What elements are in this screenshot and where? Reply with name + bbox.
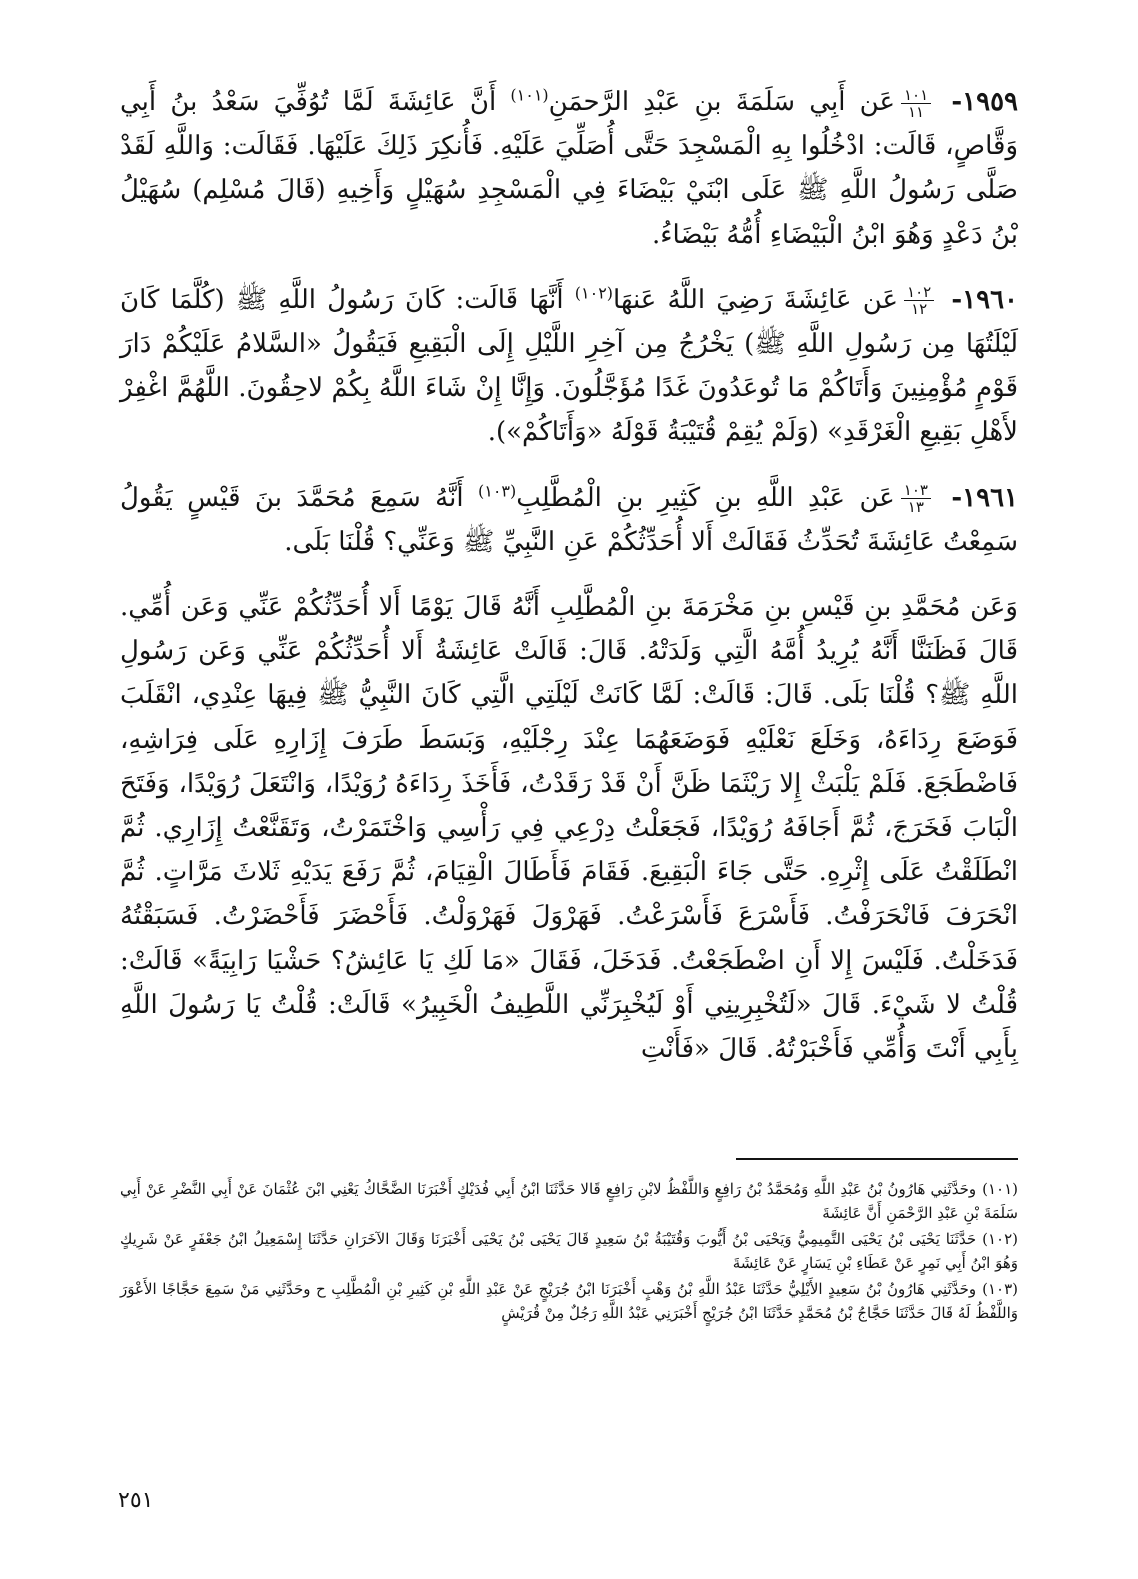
footnote-label: (١٠٣) xyxy=(982,1280,1018,1298)
footnote-label: (١٠١) xyxy=(982,1180,1018,1198)
footnote-101 xyxy=(120,1178,1018,1225)
hadith-1959 xyxy=(120,80,1018,257)
hadith-1961-continuation: وَعَن مُحَمَّدِ بنِ قَيْسِ بنِ مَخْرَمَةَ بنِ الْمُطَّلِبِ أَنَّهُ قَالَ يَوْمًا أَلا أُحَدِّثُكُمْ عَنِّي وَعَن أُمِّي. قَالَ فَظَنَنَّا أَنَّهُ يُرِيدُ أُمَّهُ الَّتِي وَلَدَتْهُ. قَالَ: قَالَتْ عَائِشَةُ أَلا أُحَدِّثُكُمْ عَنِّي وَعَن رَسُولِ اللَّهِ ﷺ؟ قُلْنَا بَلَى. قَالَ: قَالَتْ: لَمَّا كَانَتْ لَيْلَتِي الَّتِي كَانَ النَّبِيُّ ﷺ فِيهَا عِنْدِي، انْقَلَبَ فَوَضَعَ رِدَاءَهُ، وَخَلَعَ نَعْلَيْهِ فَوَضَعَهُمَا عِنْدَ رِجْلَيْهِ، وَبَسَطَ طَرَفَ إِزَارِهِ عَلَى فِرَاشِهِ، فَاضْطَجَعَ. فَلَمْ يَلْبَثْ إِلا رَيْثَمَا ظَنَّ أَنْ قَدْ رَقَدْتُ، فَأَخَذَ رِدَاءَهُ رُوَيْدًا، وَانْتَعَلَ رُوَيْدًا، وَفَتَحَ الْبَابَ فَخَرَجَ، ثُمَّ أَجَافَهُ رُوَيْدًا، فَجَعَلْتُ دِرْعِي فِي رَأْسِي وَاخْتَمَرْتُ، وَتَقَنَّعْتُ إِزَارِي. ثُمَّ انْطَلَقْتُ عَلَى إِثْرِهِ. حَتَّى جَاءَ الْبَقِيعَ. فَقَامَ فَأَطَالَ الْقِيَامَ، ثُمَّ رَفَعَ يَدَيْهِ ثَلاثَ مَرَّاتٍ. ثُمَّ انْحَرَفَ فَانْحَرَفْتُ. فَأَسْرَعَ فَأَسْرَعْتُ. فَهَرْوَلَ فَهَرْوَلْتُ. فَأَحْضَرَ فَأَحْضَرْتُ. فَسَبَقْتُهُ فَدَخَلْتُ. فَلَيْسَ إِلا أَنِ اضْطَجَعْتُ. فَدَخَلَ، فَقَالَ «مَا لَكِ يَا عَائِشُ؟ حَشْيَا رَابِيَةً» قَالَتْ: قُلْتُ لا شَيْءَ. قَالَ «لَتُخْبِرِينِي أَوْ لَيُخْبِرَنِّي اللَّطِيفُ الْخَبِيرُ» قَالَتْ: قُلْتُ يَا رَسُولَ اللَّهِ بِأَبِي أَنْتَ وَأُمِّي فَأَخْبَرْتُهُ. قَالَ «فَأَنْتِ xyxy=(120,592,1019,1065)
footnote-102 xyxy=(120,1228,1018,1275)
hadith-narrator: عَن عَائِشَةَ رَضِيَ اللَّهُ عَنهَا xyxy=(613,284,899,315)
hadith-reference: $\frac{١٠٣}{١٣}$ xyxy=(901,482,931,515)
footnote-divider xyxy=(736,1158,1018,1160)
footnote-ref: (١٠١) xyxy=(510,85,549,105)
footnote-text: وحَدَّثَنِي هَارُونُ بْنُ عَبْدِ اللَّهِ وَمُحَمَّدُ بْنُ رَافِعٍ وَاللَّفْظُ لابْنِ رَافِعٍ قَالا حَدَّثَنَا ابْنُ أَبِي فُدَيْكٍ أَخْبَرَنَا الضَّحَّاكُ يَعْنِي ابْنَ عُثْمَانَ عَنْ أَبِي النَّضْرِ عَنْ أَبِي سَلَمَةَ بْنِ عَبْدِ الرَّحْمَنِ أَنَّ عَائِشَةَ xyxy=(120,1180,1018,1222)
hadith-narrator: عَن أَبِي سَلَمَةَ بنِ عَبْدِ الرَّحمَنِ xyxy=(548,87,895,117)
footnote-ref: (١٠٣) xyxy=(477,480,517,500)
footnote-label: (١٠٢) xyxy=(982,1230,1018,1248)
main-text xyxy=(120,80,1018,1092)
footnote-103 xyxy=(120,1278,1018,1325)
hadith-number: ١٩٦١- xyxy=(951,482,1018,513)
hadith-number: ١٩٥٩- xyxy=(951,87,1018,117)
hadith-reference: $\frac{١٠١}{١١}$ xyxy=(901,87,931,120)
footnotes xyxy=(120,1178,1018,1328)
hadith-text: أَنَّ عَائِشَةَ لَمَّا تُوُفِّيَ سَعْدُ بنُ أَبِي وَقَّاصٍ، قَالَت: ادْخُلُوا بِهِ الْمَسْجِدَ حَتَّى أُصَلِّيَ عَلَيْهِ. فَأُنكِرَ ذَلِكَ عَلَيْهَا. فَقَالَت: وَاللَّهِ لَقَدْ صَلَّى رَسُولُ اللَّهِ ﷺ عَلَى ابْنَيْ بَيْضَاءَ فِي الْمَسْجِدِ سُهَيْلٍ وَأَخِيهِ (قَالَ مُسْلِم) سُهَيْلُ بْنُ دَعْدٍ وَهُوَ ابْنُ الْبَيْضَاءِ أُمُّهُ بَيْضَاءُ. xyxy=(120,87,1018,250)
hadith-text: أَنَّهَا قَالَت: كَانَ رَسُولُ اللَّهِ ﷺ (كُلَّمَا كَانَ لَيْلَتُهَا مِن رَسُولِ اللَّهِ ﷺ) يَخْرُجُ مِن آخِرِ اللَّيْلِ إِلَى الْبَقِيعِ فَيَقُولُ «السَّلامُ عَلَيْكُمْ دَارَ قَوْمٍ مُؤْمِنِينَ وَأَتَاكُمْ مَا تُوعَدُونَ غَدًا مُؤَجَّلُونَ. وَإِنَّا إِنْ شَاءَ اللَّهُ بِكُمْ لاحِقُونَ. اللَّهُمَّ اغْفِرْ لأَهْلِ بَقِيعِ الْغَرْقَدِ» (وَلَمْ يُقِمْ قُتَيْبَةُ قَوْلَهُ «وَأَتَاكُمْ»). xyxy=(120,284,1018,448)
hadith-reference: $\frac{١٠٢}{١٢}$ xyxy=(904,284,934,317)
footnote-text: حَدَّثَنَا يَحْيَى بْنُ يَحْيَى التَّمِيمِيُّ وَيَحْيَى بْنُ أَيُّوبَ وَقُتَيْبَةُ بْنُ سَعِيدٍ قَالَ يَحْيَى بْنُ يَحْيَى أَخْبَرَنَا وَقَالَ الآخَرَانِ حَدَّثَنَا إِسْمَعِيلُ ابْنُ جَعْفَرٍ عَنْ شَرِيكٍ وَهُوَ ابْنُ أَبِي نَمِرٍ عَنْ عَطَاءِ بْنِ يَسَارٍ عَنْ عَائِشَةَ xyxy=(120,1230,1018,1272)
hadith-number: ١٩٦٠- xyxy=(951,284,1019,315)
hadith-text: أَنَّهُ سَمِعَ مُحَمَّدَ بنَ قَيْسٍ يَقُولُ سَمِعْتُ عَائِشَةَ تُحَدِّثُ فَقَالَتْ أَلا أُحَدِّثُكُمْ عَنِ النَّبِيِّ ﷺ وَعَنِّي؟ قُلْنَا بَلَى. xyxy=(120,482,1018,557)
hadith-1961 xyxy=(120,476,1018,564)
footnote-ref: (١٠٢) xyxy=(574,283,614,303)
page-number: ٢٥١ xyxy=(118,1488,154,1513)
footnote-text: وحَدَّثَنِي هَارُونُ بْنُ سَعِيدٍ الأَيْلِيُّ حَدَّثَنَا عَبْدُ اللَّهِ بْنُ وَهْبٍ أَخْبَرَنَا ابْنُ جُرَيْجٍ عَنْ عَبْدِ اللَّهِ بْنِ كَثِيرِ بْنِ الْمُطَّلِبِ ح وحَدَّثَنِي مَنْ سَمِعَ حَجَّاجًا الأَعْوَرَ وَاللَّفْظُ لَهُ قَالَ حَدَّثَنَا حَجَّاجُ بْنُ مُحَمَّدٍ حَدَّثَنَا ابْنُ جُرَيْجٍ أَخْبَرَنِي عَبْدُ اللَّهِ رَجُلٌ مِنْ قُرَيْشٍ xyxy=(120,1280,1018,1322)
hadith-1960 xyxy=(120,278,1018,455)
hadith-narrator: عَن عَبْدِ اللَّهِ بنِ كَثِيرِ بنِ الْمُطَّلِبِ xyxy=(516,482,895,513)
